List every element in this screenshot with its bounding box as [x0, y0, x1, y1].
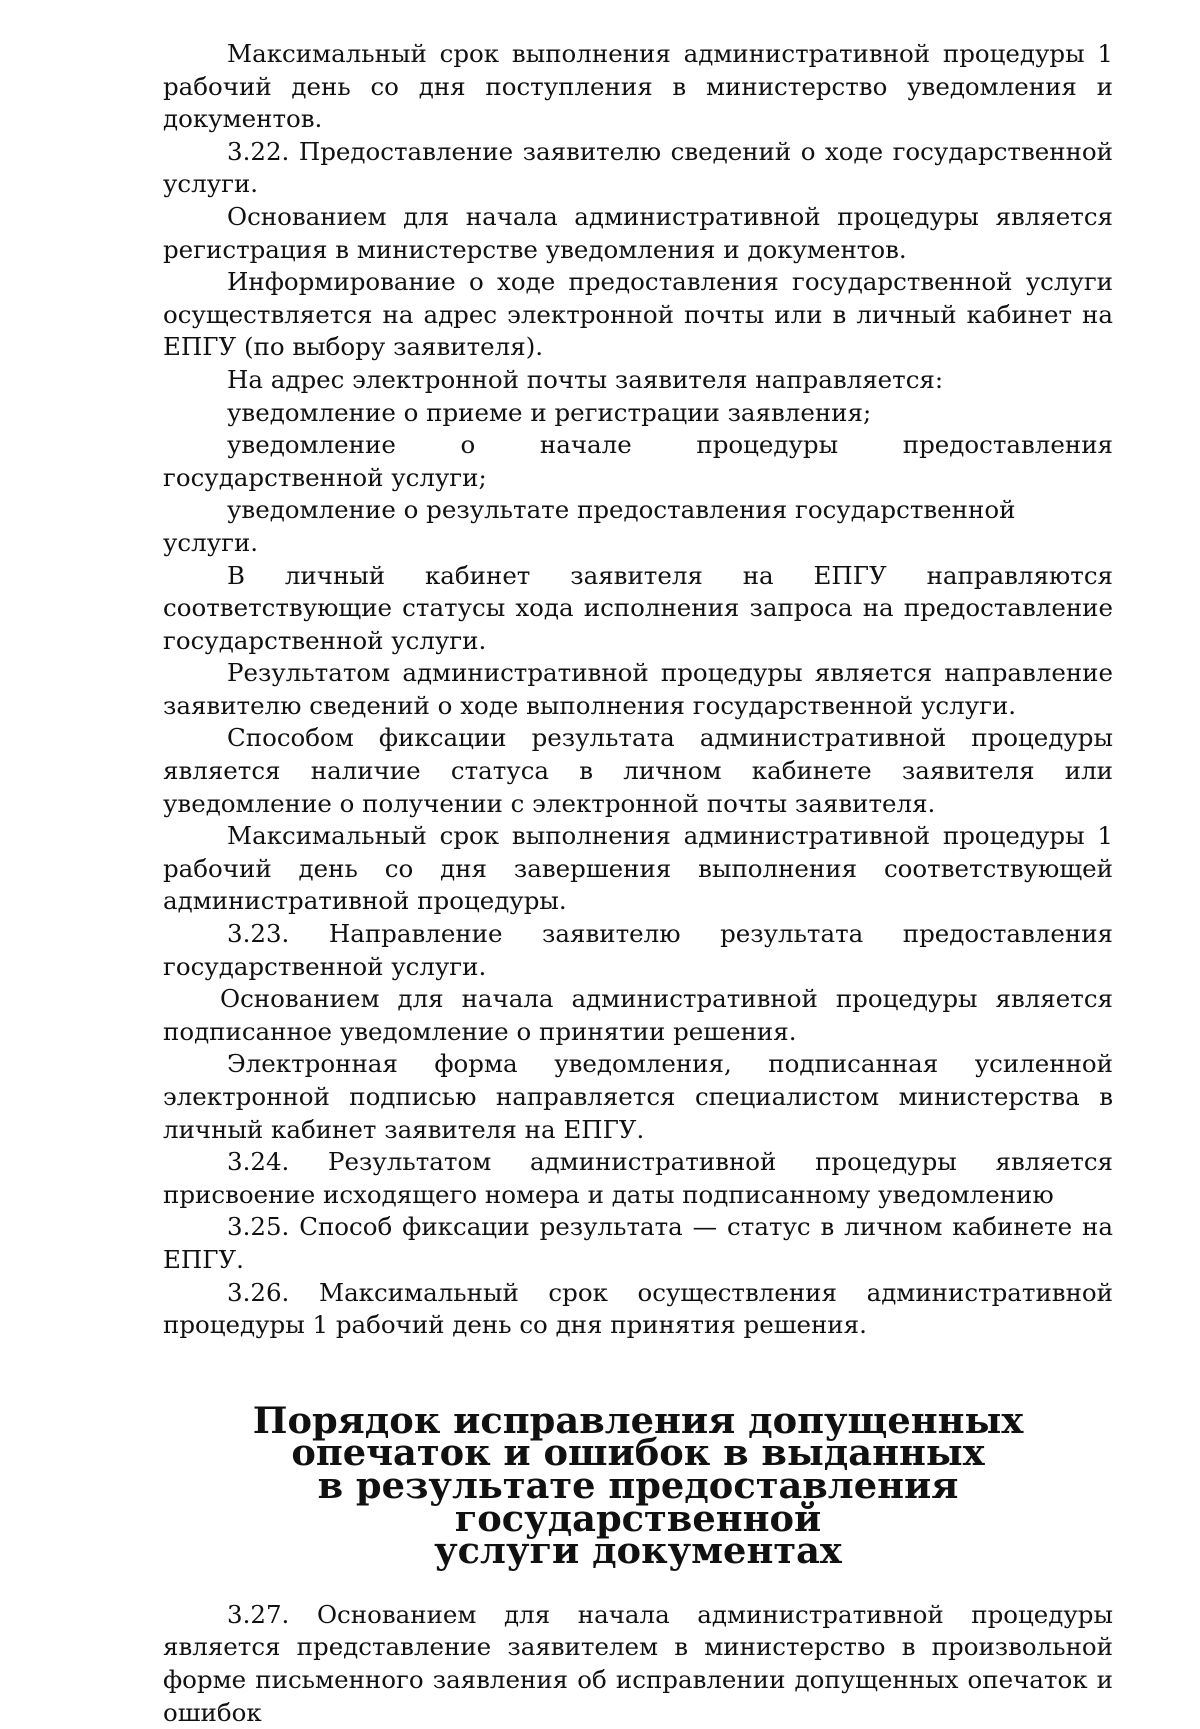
paragraph-3-25: 3.25. Способ фиксации результата — статус в личном кабинете на ЕПГУ. — [163, 1212, 1113, 1274]
paragraph-cabinet-statuses: В личный кабинет заявителя на ЕПГУ направляются соответствующие статусы хода исполнения запроса на предоставление государственной услуги. — [163, 560, 1113, 655]
list-item-notice-result: уведомление о результате предоставления государственной услуги. — [163, 495, 1016, 557]
heading-line-1: Порядок исправления допущенных опечаток и ошибок в выданных — [252, 1397, 1024, 1475]
list-item-notice-receipt: уведомление о приеме и регистрации заявления; — [227, 397, 872, 427]
section-gap — [163, 1342, 1113, 1404]
paragraph-informing: Информирование о ходе предоставления государственной услуги осуществляется на адрес электронной почты или в личный кабинет на ЕПГУ (по выбору заявителя). — [163, 267, 1113, 362]
paragraph-3-23: 3.23. Направление заявителю результата предоставления государственной услуги. — [163, 919, 1113, 981]
paragraph-3-24: 3.24. Результатом административной процедуры является присвоение исходящего номера и даты подписанному уведомлению — [163, 1147, 1113, 1209]
paragraph-email-sent: На адрес электронной почты заявителя направляется: — [227, 364, 944, 394]
paragraph-3-22: 3.22. Предоставление заявителю сведений о ходе государственной услуги. — [163, 136, 1113, 199]
paragraph-max-term-2: Максимальный срок выполнения административной процедуры 1 рабочий день со дня завершения выполнения соответствующей административной процедуры. — [163, 821, 1113, 916]
paragraph-basis-3-22: Основанием для начала административной процедуры является регистрация в министерстве уведомления и документов. — [163, 201, 1113, 264]
paragraph-fixation-3-22: Способом фиксации результата административной процедуры является наличие статуса в личном кабинете заявителя или уведомление о получении с электронной почты заявителя. — [163, 723, 1113, 818]
paragraph-result-3-22: Результатом административной процедуры является направление заявителю сведений о ходе выполнения государственной услуги. — [163, 658, 1113, 720]
heading-line-2: в результате предоставления государственной — [317, 1462, 959, 1540]
section-heading — [163, 1397, 1113, 1573]
paragraph-3-26: 3.26. Максимальный срок осуществления административной процедуры 1 рабочий день со дня принятия решения. — [163, 1277, 1113, 1340]
paragraph-3-27: 3.27. Основанием для начала административной процедуры является представление заявителем в министерство в произвольной форме письменного заявления об исправлении допущенных опечаток и ошибок — [163, 1599, 1113, 1727]
paragraph-electronic-form: Электронная форма уведомления, подписанная усиленной электронной подписью направляется специалистом министерства в личный кабинет заявителя на ЕПГУ. — [163, 1049, 1113, 1144]
heading-line-3: услуги документах — [434, 1528, 842, 1573]
list-item-notice-start: уведомление о начале процедуры предоставления государственной услуги; — [163, 430, 1113, 492]
paragraph-max-term-1: Максимальный срок выполнения административной процедуры 1 рабочий день со дня поступления в министерство уведомления и документов. — [163, 39, 1113, 134]
paragraph-basis-3-23: Основанием для начала административной процедуры является подписанное уведомление о принятии решения. — [163, 984, 1113, 1046]
document-page — [163, 38, 1113, 1729]
